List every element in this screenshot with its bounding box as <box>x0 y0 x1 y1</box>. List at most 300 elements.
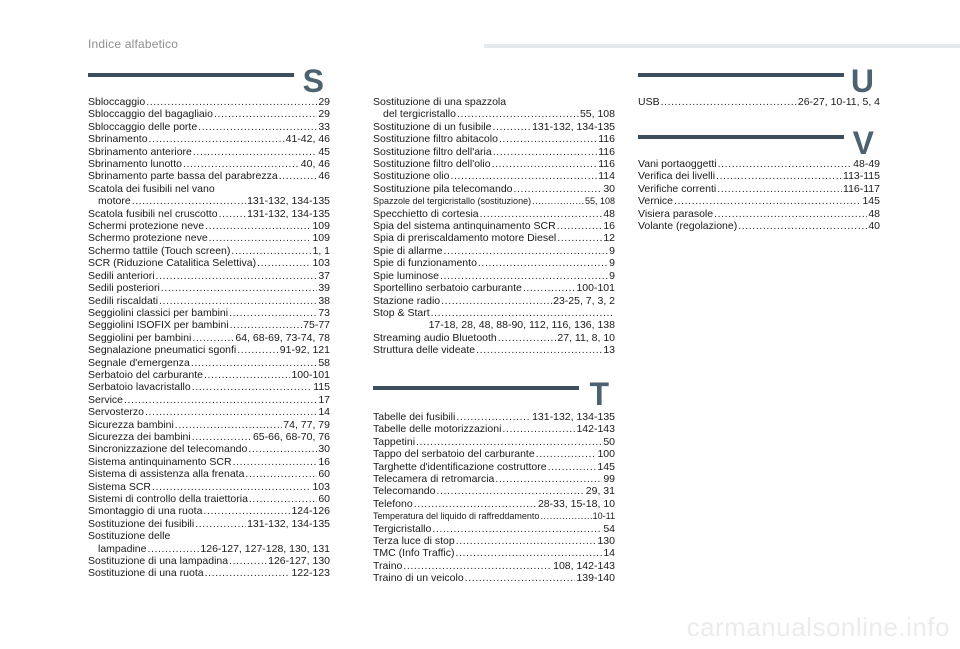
index-entry <box>638 170 880 182</box>
index-entry <box>88 505 330 517</box>
index-entry <box>88 170 330 182</box>
page-header-title: Indice alfabetico <box>88 37 179 51</box>
dot-leader <box>450 170 597 182</box>
index-entry-pages: 131-132, 134-135 <box>247 207 330 220</box>
dot-leader <box>557 232 602 244</box>
dot-leader <box>557 220 603 232</box>
index-entry-name: Segnale d'emergenza <box>88 356 190 369</box>
index-entry-pages: 29, 31 <box>585 485 615 498</box>
index-entry-name: Sedili anteriori <box>88 269 155 282</box>
index-entry-pages: 39 <box>318 282 330 295</box>
index-entry-pages: 124-126 <box>291 505 330 518</box>
dot-leader <box>480 208 603 220</box>
index-entry-name: Sincronizzazione del telecomando <box>88 443 248 456</box>
dot-leader <box>532 195 584 207</box>
index-entry-name: Seggiolini ISOFIX per bambini <box>88 319 229 332</box>
section-letter: V <box>852 125 874 161</box>
index-entry <box>373 560 615 572</box>
index-entry-pages: 40, 46 <box>300 158 330 171</box>
index-entry <box>638 183 880 195</box>
index-entry-pages: 50 <box>603 435 615 448</box>
index-entry-name: Visiera parasole <box>638 207 714 220</box>
index-entry <box>88 108 330 120</box>
dot-leader <box>152 481 311 493</box>
index-entry <box>88 394 330 406</box>
index-entry <box>88 121 330 133</box>
section-bar <box>88 73 294 77</box>
dot-leader <box>499 133 597 145</box>
index-entry-name: Verifiche correnti <box>638 182 717 195</box>
index-entry <box>373 183 615 195</box>
index-entry-name: lampadine <box>98 542 147 555</box>
index-entry-name: Sbrinamento anteriore <box>88 145 192 158</box>
index-entry <box>373 510 615 522</box>
entries-t <box>373 411 615 585</box>
index-entry <box>88 369 330 381</box>
dot-leader <box>716 170 842 182</box>
dot-leader <box>738 220 867 232</box>
index-entry-name: Spie di funzionamento <box>373 257 477 270</box>
index-entry <box>373 423 615 435</box>
entries-s-2 <box>373 96 615 357</box>
index-entry-pages: 48 <box>603 207 615 220</box>
index-entry <box>638 208 880 220</box>
index-entry-name: motore <box>98 195 131 208</box>
index-entry-pages: 114 <box>598 170 615 183</box>
index-entry-pages: 91-92, 121 <box>279 344 330 357</box>
dot-leader <box>161 282 318 294</box>
index-entry-pages: 10-11 <box>592 511 615 522</box>
dot-leader <box>403 560 552 572</box>
index-entry-name: Sostituzione pila telecomando <box>373 182 513 195</box>
index-entry-pages: 16 <box>318 455 330 468</box>
index-entry <box>373 344 615 356</box>
index-entry-pages: 46 <box>318 170 330 183</box>
section-letter: T <box>589 376 609 412</box>
dot-leader <box>237 344 279 356</box>
index-entry-name: Vernice <box>638 195 674 208</box>
index-entry <box>88 96 330 108</box>
index-entry <box>373 146 615 158</box>
index-entry <box>88 543 330 555</box>
dot-leader <box>191 357 317 369</box>
index-entry-pages: 145 <box>597 460 615 473</box>
index-entry-name: Sostituzione olio <box>373 170 450 183</box>
dot-leader <box>159 295 317 307</box>
dot-leader <box>456 535 597 547</box>
dot-leader <box>674 195 861 207</box>
index-entry <box>638 220 880 232</box>
index-entry-name: Sicurezza dei bambini <box>88 430 191 443</box>
index-entry-pages: 33 <box>318 120 330 133</box>
index-entry-pages: 29 <box>318 96 330 108</box>
index-entry-name: Seggiolini classici per bambini <box>88 306 229 319</box>
index-entry-name: Sostituzione di un fusibile <box>373 120 492 133</box>
index-entry <box>88 357 330 369</box>
index-entry <box>373 411 615 423</box>
section-letter: U <box>850 63 874 99</box>
index-entry <box>373 270 615 282</box>
index-entry-name: Smontaggio di una ruota <box>88 505 203 518</box>
dot-leader <box>175 419 282 431</box>
index-entry-name: Tergicristallo <box>373 522 432 535</box>
entries-u <box>638 96 880 108</box>
index-entry-pages-continued: 17-18, 28, 48, 88-90, 112, 116, 136, 138 <box>428 319 615 332</box>
index-entry-name: Seggiolini per bambini <box>88 331 192 344</box>
index-entry <box>88 406 330 418</box>
index-entry-pages: 40 <box>868 220 880 233</box>
index-entry <box>88 443 330 455</box>
index-entry-pages: 74, 77, 79 <box>283 418 330 431</box>
dot-leader <box>718 158 853 170</box>
index-entry-name: Spazzole del tergicristallo (sostituzione) <box>373 196 532 207</box>
index-entry-pages: 29 <box>318 108 330 121</box>
index-entry-pages: 130 <box>597 535 615 548</box>
index-entry <box>373 448 615 460</box>
index-entry <box>373 572 615 584</box>
section-letter: S <box>302 63 324 99</box>
dot-leader <box>192 431 252 443</box>
dot-leader <box>205 567 291 579</box>
index-entry-pages: 122-123 <box>291 567 330 580</box>
index-entry <box>373 121 615 133</box>
dot-leader <box>229 307 317 319</box>
dot-leader <box>536 448 597 460</box>
index-entry-name: USB <box>638 96 660 108</box>
dot-leader <box>443 245 608 257</box>
index-entry-pages: 100 <box>597 448 615 461</box>
index-entry-pages: 23-25, 7, 3, 2 <box>553 294 615 307</box>
index-entry <box>373 332 615 344</box>
index-entry <box>88 431 330 443</box>
dot-leader <box>717 183 842 195</box>
dot-leader <box>205 220 311 232</box>
index-entry-name: SCR (Riduzione Catalitica Selettiva) <box>88 257 257 270</box>
section-bar <box>638 135 844 139</box>
dot-leader <box>231 245 311 257</box>
index-entry-pages: 100-101 <box>576 282 615 295</box>
index-entry-name: TMC (Info Traffic) <box>373 547 455 560</box>
dot-leader <box>514 183 603 195</box>
index-entry-name: Schermo tattile (Touch screen) <box>88 244 231 257</box>
dot-leader <box>476 344 602 356</box>
index-entry-name: Sbloccaggio del bagagliaio <box>88 108 213 121</box>
dot-leader <box>714 208 867 220</box>
dot-leader <box>156 270 318 282</box>
index-entry-name: Scatola fusibili nel cruscotto <box>88 207 218 220</box>
dot-leader <box>149 133 285 145</box>
index-entry-name: Sistema SCR <box>88 480 152 493</box>
index-entry-name: Telecomando <box>373 485 436 498</box>
index-entry-name: Sostituzione filtro abitacolo <box>373 133 498 146</box>
section-bar <box>638 73 844 77</box>
index-entry-pages: 13 <box>603 344 615 357</box>
index-entry <box>88 555 330 567</box>
index-entry <box>638 96 880 108</box>
index-entry <box>373 158 615 170</box>
index-entry <box>373 535 615 547</box>
index-entry-name: Sostituzione dei fusibili <box>88 517 195 530</box>
index-entry <box>88 220 330 232</box>
index-entry-pages: 109 <box>312 232 330 245</box>
index-entry-name: del tergicristallo <box>383 108 456 121</box>
index-entry-pages: 116-117 <box>843 182 880 195</box>
index-entry-pages: 9 <box>609 244 615 257</box>
dot-leader <box>204 369 290 381</box>
dot-leader <box>279 170 318 182</box>
index-entry-pages: 109 <box>312 220 330 233</box>
index-entry <box>373 547 615 559</box>
dot-leader <box>203 505 290 517</box>
index-entry-name: Sbrinamento parte bassa del parabrezza <box>88 170 278 183</box>
index-entry <box>88 481 330 493</box>
index-entry-pages: 103 <box>312 257 330 270</box>
dot-leader <box>214 108 317 120</box>
index-entry-pages: 48-49 <box>853 158 880 170</box>
index-entry-name: Tabelle dei fusibili <box>373 411 456 423</box>
index-entry-pages: 54 <box>603 522 615 535</box>
index-entry-name: Traino <box>373 559 403 572</box>
index-entry-name: Segnalazione pneumatici sgonfi <box>88 344 237 357</box>
index-entry-name: Sostituzione di una lampadina <box>88 555 229 568</box>
index-entry-pages: 131-132, 134-135 <box>247 517 330 530</box>
index-entry <box>373 208 615 220</box>
dot-leader <box>195 518 246 530</box>
entries-s-1 <box>88 96 330 580</box>
dot-leader <box>440 270 608 282</box>
index-entry <box>373 282 615 294</box>
index-entry-pages: 65-66, 68-70, 76 <box>252 430 330 443</box>
index-entry-name: Stop & Start <box>373 306 430 319</box>
index-entry-pages: 142-143 <box>576 423 615 436</box>
index-entry <box>88 195 330 207</box>
index-entry-name: Telecamera di retromarcia <box>373 473 495 486</box>
index-entry-pages: 14 <box>603 547 615 560</box>
index-entry-name: Serbatoio lavacristallo <box>88 381 191 394</box>
index-entry-pages: 30 <box>603 182 615 195</box>
index-entry-name: Sportellino serbatoio carburante <box>373 282 522 295</box>
index-entry-name: Volante (regolazione) <box>638 220 738 233</box>
index-entry <box>88 518 330 530</box>
index-entry <box>88 208 330 220</box>
index-entry-name: Service <box>88 393 124 406</box>
index-entry-title: Sostituzione di una spazzola <box>373 96 507 108</box>
index-entry <box>88 245 330 257</box>
index-entry <box>373 307 615 319</box>
index-entry-name: Spie luminose <box>373 269 439 282</box>
index-entry-pages: 26-27, 10-11, 5, 4 <box>797 96 880 108</box>
dot-leader <box>192 332 234 344</box>
index-entry-pages: 75-77 <box>303 319 330 332</box>
index-entry <box>88 133 330 145</box>
dot-leader <box>219 208 247 220</box>
dot-leader <box>493 121 532 133</box>
dot-leader <box>492 158 598 170</box>
index-entry <box>373 295 615 307</box>
dot-leader <box>523 282 576 294</box>
index-entry-pages: 28-33, 15-18, 10 <box>537 497 615 510</box>
index-entry <box>88 456 330 468</box>
index-entry-name: Sbloccaggio <box>88 96 146 108</box>
index-entry <box>373 498 615 510</box>
dot-leader <box>209 232 312 244</box>
index-entry-pages: 131-132, 134-135 <box>532 411 615 423</box>
dot-leader <box>495 473 602 485</box>
dot-leader <box>498 332 557 344</box>
index-entry-name: Sistema di assistenza alla frenata <box>88 468 245 481</box>
dot-leader <box>441 295 552 307</box>
index-entry-pages: 1, 1 <box>312 244 330 257</box>
index-entry-pages: 139-140 <box>576 572 615 585</box>
index-entry-pages: 73 <box>318 306 330 319</box>
index-entry-pages: 100-101 <box>291 368 330 381</box>
index-entry <box>373 461 615 473</box>
index-entry-pages: 9 <box>609 269 615 282</box>
index-entry-name: Sostituzione filtro dell'aria <box>373 145 492 158</box>
dot-leader <box>192 381 313 393</box>
index-entry-pages: 103 <box>312 480 330 493</box>
index-entry-pages: 55, 108 <box>584 196 615 207</box>
dot-leader <box>233 456 318 468</box>
index-entry-pages: 55, 108 <box>579 108 615 121</box>
index-entry <box>88 319 330 331</box>
index-entry-name: Traino di un veicolo <box>373 572 464 585</box>
index-entry <box>373 523 615 535</box>
index-entry-name: Sbrinamento lunotto <box>88 158 182 171</box>
index-entry-pages: 126-127, 127-128, 130, 131 <box>200 542 330 555</box>
index-entry-name: Verifica dei livelli <box>638 170 716 183</box>
index-entry <box>373 245 615 257</box>
index-entry-name: Sistemi di controllo della traiettoria <box>88 493 248 505</box>
dot-leader <box>229 555 267 567</box>
index-entry-name: Servosterzo <box>88 406 145 419</box>
dot-leader <box>146 96 317 108</box>
index-entry-pages: 37 <box>318 269 330 282</box>
index-entry-name: Tabelle delle motorizzazioni <box>373 423 502 436</box>
index-entry-pages: 30 <box>318 443 330 456</box>
index-entry <box>88 567 330 579</box>
index-entry <box>88 282 330 294</box>
index-entry <box>88 146 330 158</box>
dot-leader <box>249 493 317 505</box>
index-entry-name: Sbloccaggio delle porte <box>88 120 198 133</box>
index-entry-name: Spia di preriscaldamento motore Diesel <box>373 232 557 245</box>
index-entry-pages: 27, 11, 8, 10 <box>557 331 615 344</box>
dot-leader <box>414 498 537 510</box>
dot-leader <box>436 485 584 497</box>
index-entry-pages: 14 <box>318 406 330 419</box>
index-entry-name: Specchietto di cortesia <box>373 207 479 220</box>
dot-leader <box>457 108 579 120</box>
index-entry-name: Sbrinamento <box>88 133 148 146</box>
index-entry-name: Terza luce di stop <box>373 535 455 548</box>
index-entry-pages: 131-132, 134-135 <box>532 120 615 133</box>
dot-leader <box>132 195 246 207</box>
index-entry <box>373 108 615 120</box>
index-entry-name: Schermi protezione neve <box>88 220 205 233</box>
entries-v <box>638 158 880 232</box>
dot-leader <box>257 257 311 269</box>
dot-leader <box>478 257 608 269</box>
index-entry-name: Stazione radio <box>373 294 441 307</box>
index-entry-name: Struttura delle videate <box>373 344 476 357</box>
index-entry-pages: 115 <box>313 381 330 394</box>
index-entry-pages: 116 <box>598 145 615 158</box>
index-entry-name: Schermo protezione neve <box>88 232 208 245</box>
index-entry-pages: 41-42, 46 <box>285 133 330 146</box>
index-entry-pages: 64, 68-69, 73-74, 78 <box>235 331 330 344</box>
index-entry <box>373 436 615 448</box>
dot-leader <box>493 146 598 158</box>
dot-leader <box>147 543 199 555</box>
index-entry <box>638 158 880 170</box>
index-entry-pages: 38 <box>318 294 330 307</box>
index-entry-pages: 131-132, 134-135 <box>247 195 330 208</box>
dot-leader <box>230 319 302 331</box>
dot-leader <box>502 423 575 435</box>
dot-leader <box>432 523 602 535</box>
index-entry-name: Spia del sistema antinquinamento SCR <box>373 220 556 233</box>
index-entry-pages: 58 <box>318 356 330 369</box>
index-entry-pages: 126-127, 130 <box>268 555 330 568</box>
index-entry-pages: 48 <box>868 207 880 220</box>
index-entry-title: Scatola dei fusibili nel vano <box>88 182 215 195</box>
index-entry <box>88 493 330 505</box>
index-entry <box>88 419 330 431</box>
index-entry-name: Tappetini <box>373 435 416 448</box>
index-entry-pages: 99 <box>603 473 615 486</box>
index-entry-pages: 60 <box>318 468 330 481</box>
dot-leader <box>465 572 576 584</box>
dot-leader <box>548 461 597 473</box>
index-entry-name: Sedili riscaldati <box>88 294 159 307</box>
index-entry <box>88 381 330 393</box>
index-entry-name: Vani portaoggetti <box>638 158 717 170</box>
dot-leader <box>145 406 317 418</box>
index-entry <box>373 485 615 497</box>
index-entry-name: Targhette d'identificazione costruttore <box>373 460 547 473</box>
index-entry <box>638 195 880 207</box>
index-entry <box>88 307 330 319</box>
index-entry <box>88 295 330 307</box>
index-entry <box>88 468 330 480</box>
index-entry <box>88 270 330 282</box>
index-entry-pages: 108, 142-143 <box>553 559 615 572</box>
dot-leader <box>245 468 317 480</box>
index-entry <box>373 220 615 232</box>
dot-leader <box>183 158 300 170</box>
index-entry-pages: 116 <box>598 158 615 171</box>
index-entry <box>373 473 615 485</box>
section-bar <box>373 386 579 390</box>
index-entry <box>88 344 330 356</box>
index-entry <box>88 332 330 344</box>
index-entry <box>88 158 330 170</box>
dot-leader <box>124 394 317 406</box>
index-entry <box>373 232 615 244</box>
index-entry-pages: 9 <box>609 257 615 270</box>
index-entry <box>373 170 615 182</box>
index-entry <box>88 232 330 244</box>
index-entry-name: Spie di allarme <box>373 244 443 257</box>
dot-leader <box>661 96 797 108</box>
index-entry-name: Sedili posteriori <box>88 282 160 295</box>
dot-leader <box>431 307 614 319</box>
dot-leader <box>416 436 602 448</box>
index-entry-name: Sicurezza bambini <box>88 418 174 431</box>
index-entry <box>88 257 330 269</box>
index-entry-name: Telefono <box>373 497 413 510</box>
